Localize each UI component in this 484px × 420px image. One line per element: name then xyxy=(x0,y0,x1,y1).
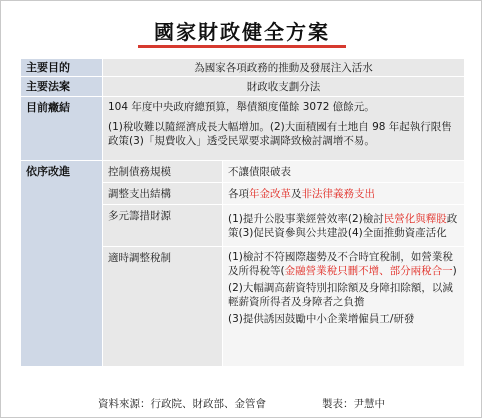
reform-name: 調整支出結構 xyxy=(103,183,223,205)
tax-paragraph xyxy=(228,278,459,309)
highlight-text: 民營化與釋股 xyxy=(383,212,447,225)
reform-name: 適時調整稅制 xyxy=(103,247,223,367)
detail-text: ) xyxy=(452,265,457,277)
issues-label: 目前癥結 xyxy=(21,97,103,161)
issues-line-1: 104 年度中央政府總預算，舉債額度僅餘 3072 億餘元。 xyxy=(108,101,375,113)
reform-name: 多元籌措財源 xyxy=(103,205,223,247)
row-issues xyxy=(21,97,465,161)
page-title: 國家財政健全方案 xyxy=(154,20,330,44)
goal-label: 主要目的 xyxy=(21,59,103,77)
goal-value: 為國家各項政務的推動及發展注入活水 xyxy=(103,59,465,77)
detail-text: (1)檢討不符國際趨勢及不合時宜稅制，如營業稅及所得稅等( xyxy=(228,251,453,277)
reform-detail xyxy=(223,183,465,205)
title-underline xyxy=(138,45,346,48)
tax-paragraph xyxy=(228,309,459,326)
row-goal xyxy=(21,59,465,77)
reform-detail xyxy=(223,161,465,183)
issues-line-2: (1)稅收難以隨經濟成長大幅增加。(2)大面積國有土地自 98 年起執行限售政策(3)「規費收入」透受民眾要求調降致檢討調增不易。 xyxy=(108,121,452,147)
reform-detail xyxy=(223,205,465,247)
row-law xyxy=(21,77,465,97)
tax-paragraph xyxy=(228,247,459,278)
law-value: 財政收支劃分法 xyxy=(103,77,465,97)
detail-text: 政策(3)促民資參與公共建設(4)全面推動資產活化 xyxy=(228,212,458,239)
reforms-label: 依序改進 xyxy=(21,161,103,367)
row-reform-debt xyxy=(21,161,465,183)
highlight-text: 非法律義務支出 xyxy=(301,187,375,200)
reform-detail-tax xyxy=(223,247,465,367)
detail-text: 及 xyxy=(291,187,302,200)
detail-text: (2)大幅調高薪資特別扣除額及身障扣除額，以減輕薪資所得者及身障者之負擔 xyxy=(228,282,453,308)
policy-table xyxy=(20,58,465,367)
issues-value xyxy=(103,97,465,161)
detail-text: (1)提升公股事業經營效率(2)檢討 xyxy=(228,212,384,225)
detail-text: 各項 xyxy=(228,187,249,200)
credit-note: 製表：尹慧中 xyxy=(322,398,385,410)
highlight-text: 年金改革 xyxy=(249,187,291,200)
detail-text: 不讓債限破表 xyxy=(228,165,291,178)
reform-name: 控制債務規模 xyxy=(103,161,223,183)
source-note: 資料來源：行政院、財政部、金管會 xyxy=(98,398,266,410)
law-label: 主要法案 xyxy=(21,77,103,97)
detail-text: (3)提供誘因鼓勵中小企業增僱員工/研發 xyxy=(228,313,415,325)
highlight-text: 金融營業稅只刪不增、部分兩稅合一 xyxy=(284,265,453,277)
